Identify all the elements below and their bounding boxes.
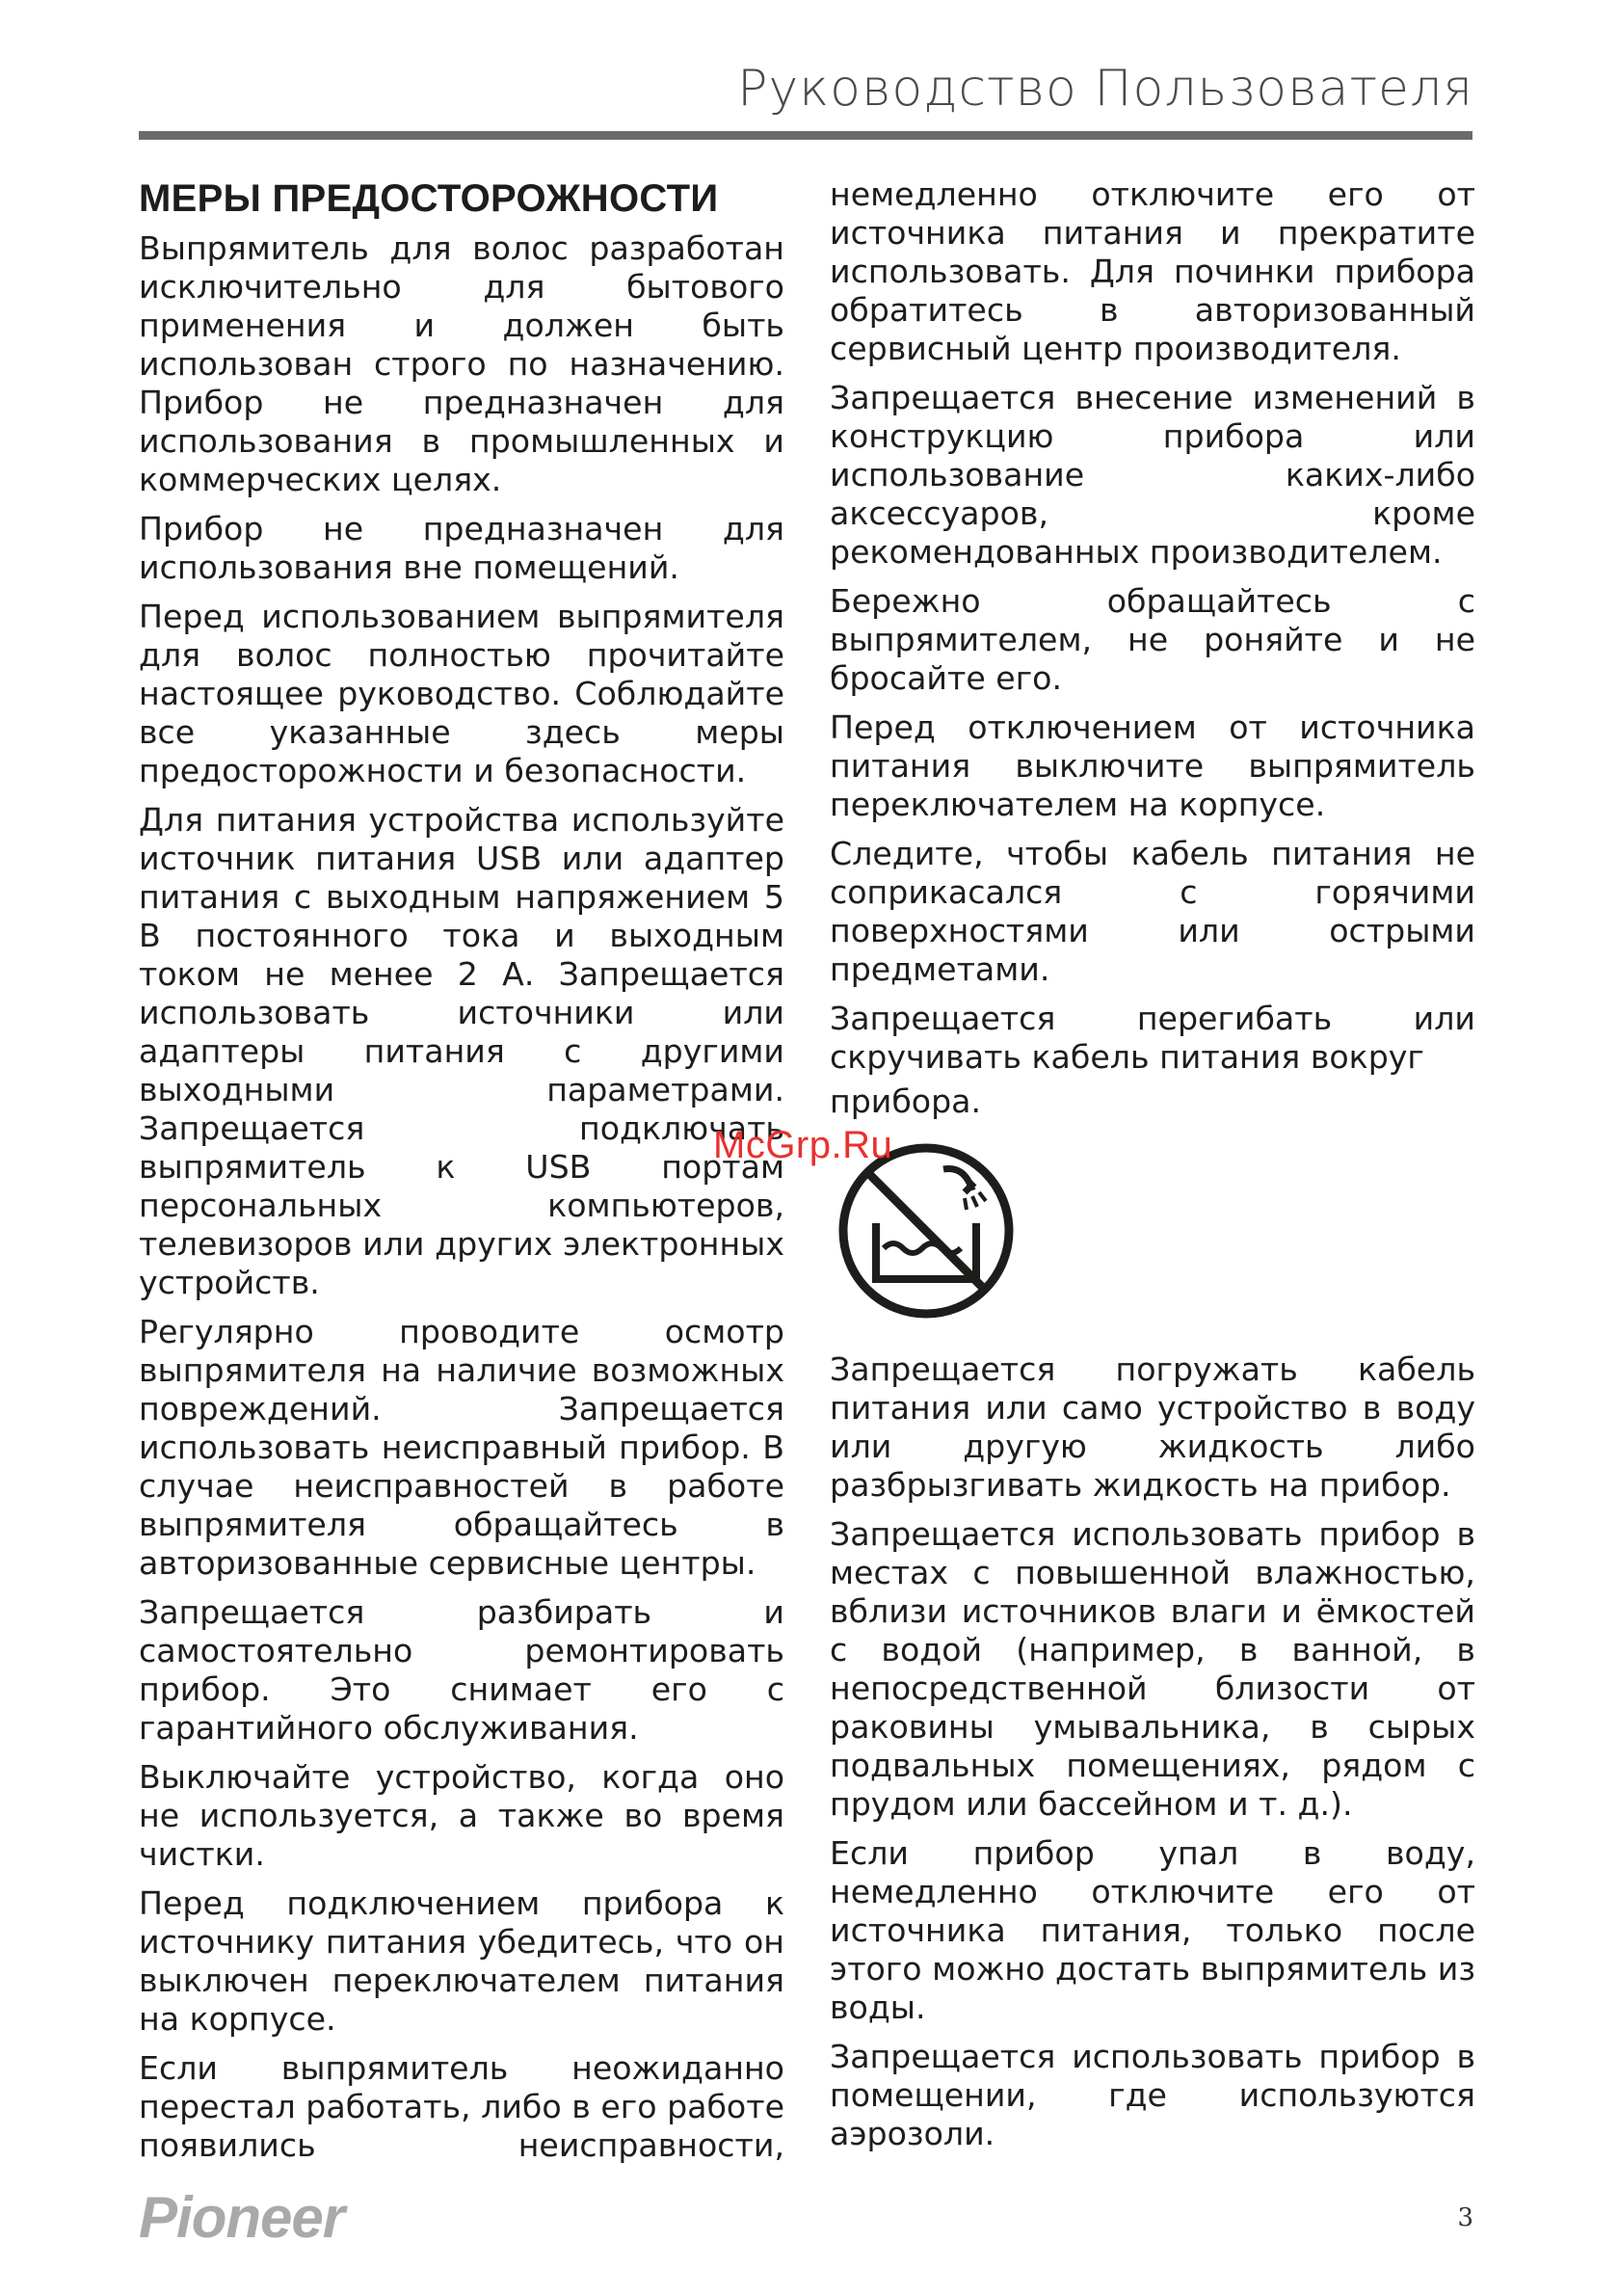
paragraph: Для питания устройства используйте источник питания USB или адаптер питания с выходным напряжением 5 В постоянного тока и выходным током не менее 2 А. Запрещается использовать источники или адаптеры питания с другими выходными параметрами. Запрещается подключать выпрямитель к USB портам персональных компьютеров, телевизоров или других электронных устройств. [139,801,784,1301]
page-number: 3 [1457,2203,1473,2232]
paragraph: Запрещается внесение изменений в конструкцию прибора или использование каких-либо аксессуаров, кроме рекомендованных производителем. [830,379,1475,571]
paragraph: прибора. [830,1082,982,1120]
watermark-text: McGrp.Ru [713,1124,893,1166]
paragraph: Следите, чтобы кабель питания не соприкасался с горячими поверхностями или острыми предметами. [830,835,1475,988]
paragraph: Если прибор упал в воду, немедленно отключите его от источника питания, только после этого можно достать выпрямитель из воды. [830,1834,1475,2026]
paragraph: Если выпрямитель неожиданно перестал работать, либо в его работе появились неисправности, [139,2049,784,2164]
section-heading: МЕРЫ ПРЕДОСТОРОЖНОСТИ [139,177,719,220]
paragraph: Перед использованием выпрямителя для волос полностью прочитайте настоящее руководство. Соблюдайте все указанные здесь меры предосторожности и безопасности. [139,598,784,789]
paragraph: немедленно отключите его от источника питания и прекратите использовать. Для починки прибора обратитесь в авторизованный сервисный центр производителя. [830,175,1475,367]
paragraph: Запрещается использовать прибор в местах с повышенной влажностью, вблизи источников влаги и ёмкостей с водой (например, в ванной, в непосредственной близости от раковины умывальника, в сырых подвальных помещениях, рядом с прудом или бассейном и т. д.). [830,1515,1475,1823]
page-header-title: Руководство Пользователя [737,60,1473,118]
paragraph: Бережно обращайтесь с выпрямителем, не роняйте и не бросайте его. [830,582,1475,697]
right-column [830,175,1475,2164]
paragraph: Запрещается использовать прибор в помещении, где используются аэрозоли. [830,2038,1475,2152]
left-column [139,175,784,2176]
paragraph: Перед подключением прибора к источнику питания убедитесь, что он выключен переключателем питания на корпусе. [139,1884,784,2038]
paragraph: Выключайте устройство, когда оно не используется, а также во время чистки. [139,1758,784,1873]
paragraph: Запрещается разбирать и самостоятельно ремонтировать прибор. Это снимает его с гарантийного обслуживания. [139,1593,784,1747]
paragraph: Запрещается погружать кабель питания или само устройство в воду или другую жидкость либо разбрызгивать жидкость на прибор. [830,1350,1475,1504]
paragraph: Перед отключением от источника питания выключите выпрямитель переключателем на корпусе. [830,708,1475,823]
paragraph: Выпрямитель для волос разработан исключительно для бытового применения и должен быть использован строго по назначению. Прибор не предназначен для использования в промышленных и коммерческих целях. [139,229,784,498]
paragraph: Прибор не предназначен для использования вне помещений. [139,510,784,586]
header-divider [139,131,1472,140]
paragraph: Запрещается перегибать или скручивать кабель питания вокруг [830,1000,1475,1076]
paragraph: Регулярно проводите осмотр выпрямителя на наличие возможных повреждений. Запрещается использовать неисправный прибор. В случае неисправностей в работе выпрямителя обращайтесь в авторизованные сервисные центры. [139,1313,784,1582]
no-water-icon-wrap [830,1135,1475,1337]
brand-logo: Pioneer [139,2185,345,2250]
